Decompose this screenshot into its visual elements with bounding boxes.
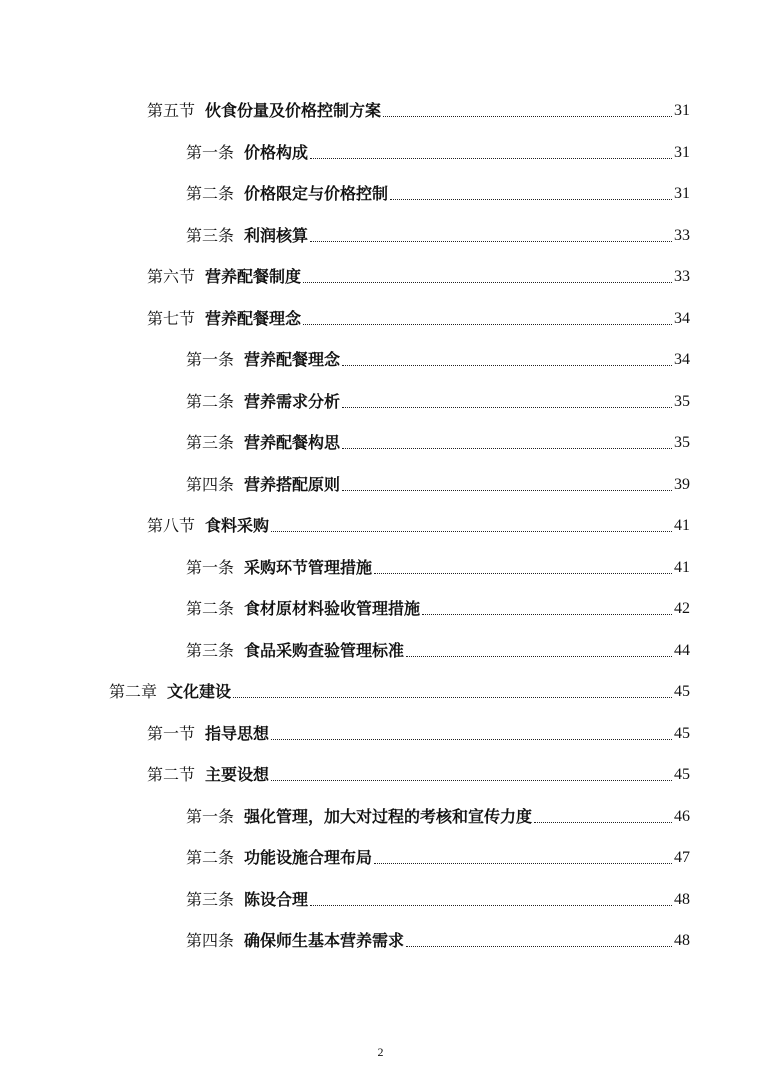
entry-title: 伙食份量及价格控制方案 — [205, 101, 382, 120]
entry-page-number: 42 — [674, 600, 690, 617]
dot-leader — [406, 945, 672, 947]
entry-number: 第八节 — [147, 516, 196, 535]
toc-entry[interactable] — [147, 511, 690, 537]
entry-page-number: 34 — [674, 351, 690, 368]
dot-leader — [534, 821, 672, 823]
dot-leader — [342, 406, 672, 408]
dot-leader — [342, 364, 672, 366]
entry-title: 营养配餐制度 — [205, 267, 302, 286]
entry-number: 第二章 — [109, 682, 158, 701]
dot-leader — [383, 115, 672, 117]
toc-entry[interactable] — [147, 719, 690, 745]
entry-number: 第一条 — [186, 143, 235, 162]
entry-number: 第一节 — [147, 724, 196, 743]
dot-leader — [310, 904, 672, 906]
toc-entry[interactable] — [186, 802, 690, 828]
entry-number: 第四条 — [186, 931, 235, 950]
dot-leader — [303, 281, 672, 283]
entry-number: 第二条 — [186, 599, 235, 618]
entry-number: 第二节 — [147, 765, 196, 784]
entry-page-number: 46 — [674, 808, 690, 825]
entry-number: 第三条 — [186, 890, 235, 909]
entry-title: 功能设施合理布局 — [244, 848, 373, 867]
dot-leader — [310, 157, 672, 159]
entry-number: 第三条 — [186, 433, 235, 452]
entry-page-number: 47 — [674, 849, 690, 866]
toc-entry[interactable] — [186, 636, 690, 662]
entry-number: 第七节 — [147, 309, 196, 328]
entry-page-number: 45 — [674, 766, 690, 783]
toc-entry[interactable] — [186, 885, 690, 911]
entry-title: 营养搭配原则 — [244, 475, 341, 494]
dot-leader — [406, 655, 672, 657]
entry-number: 第二条 — [186, 184, 235, 203]
entry-title: 价格构成 — [244, 143, 309, 162]
entry-title: 文化建设 — [167, 682, 232, 701]
entry-title: 食料采购 — [205, 516, 270, 535]
entry-page-number: 48 — [674, 932, 690, 949]
dot-leader — [271, 779, 672, 781]
entry-page-number: 45 — [674, 683, 690, 700]
toc-entry[interactable] — [186, 428, 690, 454]
entry-title: 营养需求分析 — [244, 392, 341, 411]
toc-entry[interactable] — [186, 594, 690, 620]
entry-title: 食材原材料验收管理措施 — [244, 599, 421, 618]
entry-number: 第三条 — [186, 641, 235, 660]
toc-entry[interactable] — [186, 387, 690, 413]
entry-page-number: 31 — [674, 144, 690, 161]
dot-leader — [233, 696, 672, 698]
dot-leader — [342, 489, 672, 491]
entry-page-number: 33 — [674, 227, 690, 244]
entry-title: 主要设想 — [205, 765, 270, 784]
entry-title: 食品采购查验管理标准 — [244, 641, 405, 660]
toc-entry[interactable] — [186, 470, 690, 496]
entry-number: 第二条 — [186, 392, 235, 411]
dot-leader — [374, 862, 672, 864]
entry-page-number: 41 — [674, 559, 690, 576]
toc-entry[interactable] — [186, 221, 690, 247]
toc-entry[interactable] — [147, 760, 690, 786]
entry-title: 强化管理，加大对过程的考核和宣传力度 — [244, 807, 533, 826]
entry-page-number: 44 — [674, 642, 690, 659]
toc-entry[interactable] — [186, 926, 690, 952]
entry-page-number: 31 — [674, 102, 690, 119]
toc-entry[interactable] — [186, 553, 690, 579]
entry-number: 第一条 — [186, 807, 235, 826]
entry-title: 采购环节管理措施 — [244, 558, 373, 577]
page-number: 2 — [377, 1045, 384, 1059]
entry-page-number: 41 — [674, 517, 690, 534]
dot-leader — [271, 530, 672, 532]
dot-leader — [342, 447, 672, 449]
entry-page-number: 48 — [674, 891, 690, 908]
entry-title: 营养配餐理念 — [205, 309, 302, 328]
entry-page-number: 35 — [674, 434, 690, 451]
entry-number: 第一条 — [186, 558, 235, 577]
entry-page-number: 35 — [674, 393, 690, 410]
dot-leader — [271, 738, 672, 740]
dot-leader — [303, 323, 672, 325]
entry-page-number: 45 — [674, 725, 690, 742]
entry-page-number: 33 — [674, 268, 690, 285]
entry-number: 第三条 — [186, 226, 235, 245]
dot-leader — [310, 240, 672, 242]
toc-entry[interactable] — [109, 677, 690, 703]
entry-page-number: 39 — [674, 476, 690, 493]
entry-title: 营养配餐理念 — [244, 350, 341, 369]
toc-entry[interactable] — [186, 138, 690, 164]
entry-page-number: 34 — [674, 310, 690, 327]
toc-entry[interactable] — [147, 262, 690, 288]
toc-entry[interactable] — [186, 843, 690, 869]
entry-title: 陈设合理 — [244, 890, 309, 909]
entry-title: 价格限定与价格控制 — [244, 184, 389, 203]
dot-leader — [422, 613, 672, 615]
dot-leader — [390, 198, 672, 200]
toc-entry[interactable] — [186, 345, 690, 371]
entry-number: 第五节 — [147, 101, 196, 120]
entry-number: 第六节 — [147, 267, 196, 286]
toc-entry[interactable] — [186, 179, 690, 205]
entry-title: 指导思想 — [205, 724, 270, 743]
entry-title: 利润核算 — [244, 226, 309, 245]
entry-number: 第二条 — [186, 848, 235, 867]
entry-page-number: 31 — [674, 185, 690, 202]
entry-title: 营养配餐构思 — [244, 433, 341, 452]
entry-number: 第四条 — [186, 475, 235, 494]
dot-leader — [374, 572, 672, 574]
entry-title: 确保师生基本营养需求 — [244, 931, 405, 950]
toc-entry[interactable] — [147, 96, 690, 122]
entry-number: 第一条 — [186, 350, 235, 369]
toc-entry[interactable] — [147, 304, 690, 330]
